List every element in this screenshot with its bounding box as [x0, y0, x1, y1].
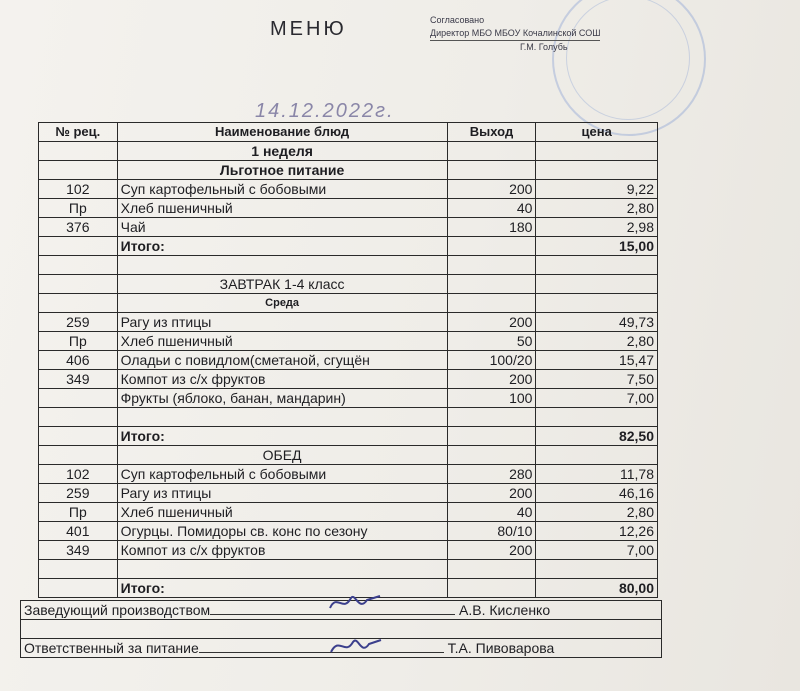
section-title: Льготное питание [117, 161, 447, 180]
dish-price: 7,00 [536, 541, 658, 560]
dish-name: Рагу из птицы [117, 484, 447, 503]
col-header-num: № рец. [39, 123, 118, 142]
day-label: Среда [117, 294, 447, 313]
dish-output: 200 [447, 313, 536, 332]
dish-name: Компот из с/х фруктов [117, 370, 447, 389]
table-row [39, 180, 658, 199]
spacer-row [39, 560, 658, 579]
dish-price: 46,16 [536, 484, 658, 503]
total-label: Итого: [117, 427, 447, 446]
dish-output: 180 [447, 218, 536, 237]
manager-name: А.В. Кисленко [459, 601, 551, 618]
spacer-row [39, 256, 658, 275]
dish-name: Компот из с/х фруктов [117, 541, 447, 560]
table-row [39, 465, 658, 484]
approval-line-3: Г.М. Голубь [520, 42, 568, 52]
section-row [39, 446, 658, 465]
recipe-number: 349 [39, 370, 118, 389]
total-value: 82,50 [536, 427, 658, 446]
section-title: ЗАВТРАК 1-4 класс [117, 275, 447, 294]
dish-price: 7,00 [536, 389, 658, 408]
week-row [39, 142, 658, 161]
signature-line [199, 652, 444, 653]
dish-price: 12,26 [536, 522, 658, 541]
dish-output: 200 [447, 180, 536, 199]
dish-price: 2,80 [536, 503, 658, 522]
menu-table [38, 122, 658, 598]
col-header-name [117, 123, 447, 142]
dish-price: 9,22 [536, 180, 658, 199]
approval-block [430, 14, 600, 54]
dish-name: Хлеб пшеничный [117, 199, 447, 218]
dish-price: 2,80 [536, 199, 658, 218]
section-row [39, 161, 658, 180]
dish-output: 200 [447, 484, 536, 503]
dish-output: 40 [447, 503, 536, 522]
dish-name: Оладьи с повидлом(сметаной, сгущён [117, 351, 447, 370]
recipe-number: 259 [39, 313, 118, 332]
week-label: 1 неделя [117, 142, 447, 161]
total-label: Итого: [117, 579, 447, 598]
manager-signature [325, 588, 385, 618]
day-row [39, 294, 658, 313]
dish-name: Суп картофельный с бобовыми [117, 465, 447, 484]
total-value: 15,00 [536, 237, 658, 256]
approval-line-1: Согласовано [430, 15, 485, 25]
table-row [39, 522, 658, 541]
col-header-price: цена [536, 123, 658, 142]
section-title: ОБЕД [117, 446, 447, 465]
dish-price: 49,73 [536, 313, 658, 332]
recipe-number: 102 [39, 465, 118, 484]
recipe-number: Пр [39, 199, 118, 218]
dish-output: 200 [447, 541, 536, 560]
table-row [39, 389, 658, 408]
recipe-number: 349 [39, 541, 118, 560]
spacer-row [39, 408, 658, 427]
total-row [39, 427, 658, 446]
recipe-number: 376 [39, 218, 118, 237]
page-title: МЕНЮ [270, 18, 347, 40]
table-row [39, 503, 658, 522]
section-row [39, 275, 658, 294]
dish-output: 100 [447, 389, 536, 408]
table-row [39, 541, 658, 560]
table-row [39, 332, 658, 351]
responsible-signature [325, 630, 385, 662]
dish-name: Хлеб пшеничный [117, 332, 447, 351]
dish-name: Хлеб пшеничный [117, 503, 447, 522]
table-row [39, 218, 658, 237]
col-header-out: Выход [447, 123, 536, 142]
dish-output: 80/10 [447, 522, 536, 541]
recipe-number: 406 [39, 351, 118, 370]
dish-name: Огурцы. Помидоры св. конс по сезону [117, 522, 447, 541]
recipe-number: Пр [39, 503, 118, 522]
dish-output: 280 [447, 465, 536, 484]
recipe-number: 401 [39, 522, 118, 541]
table-row [39, 351, 658, 370]
dish-price: 15,47 [536, 351, 658, 370]
table-header-row [39, 123, 658, 142]
responsible-label: Ответственный за питание [24, 639, 199, 656]
dish-price: 11,78 [536, 465, 658, 484]
dish-output: 50 [447, 332, 536, 351]
dish-name: Чай [117, 218, 447, 237]
dish-output: 200 [447, 370, 536, 389]
total-value: 80,00 [536, 579, 658, 598]
responsible-name: Т.А. Пивоварова [447, 639, 555, 656]
recipe-number [39, 389, 118, 408]
total-label: Итого: [117, 237, 447, 256]
dish-price: 2,80 [536, 332, 658, 351]
dish-name: Фрукты (яблоко, банан, мандарин) [117, 389, 447, 408]
col-header-name-text: Наименование блюд [215, 124, 350, 139]
dish-name: Суп картофельный с бобовыми [117, 180, 447, 199]
table-row [39, 370, 658, 389]
approval-line-2: Директор МБО МБОУ Кочалинской СОШ [430, 27, 600, 41]
dish-output: 100/20 [447, 351, 536, 370]
table-row [39, 199, 658, 218]
total-row [39, 237, 658, 256]
menu-date: 14.12.2022г. [255, 100, 395, 122]
table-row [39, 313, 658, 332]
recipe-number: 259 [39, 484, 118, 503]
dish-output: 40 [447, 199, 536, 218]
recipe-number: Пр [39, 332, 118, 351]
recipe-number: 102 [39, 180, 118, 199]
manager-label: Заведующий производством [24, 601, 211, 618]
dish-name: Рагу из птицы [117, 313, 447, 332]
dish-price: 2,98 [536, 218, 658, 237]
dish-price: 7,50 [536, 370, 658, 389]
table-row [39, 484, 658, 503]
